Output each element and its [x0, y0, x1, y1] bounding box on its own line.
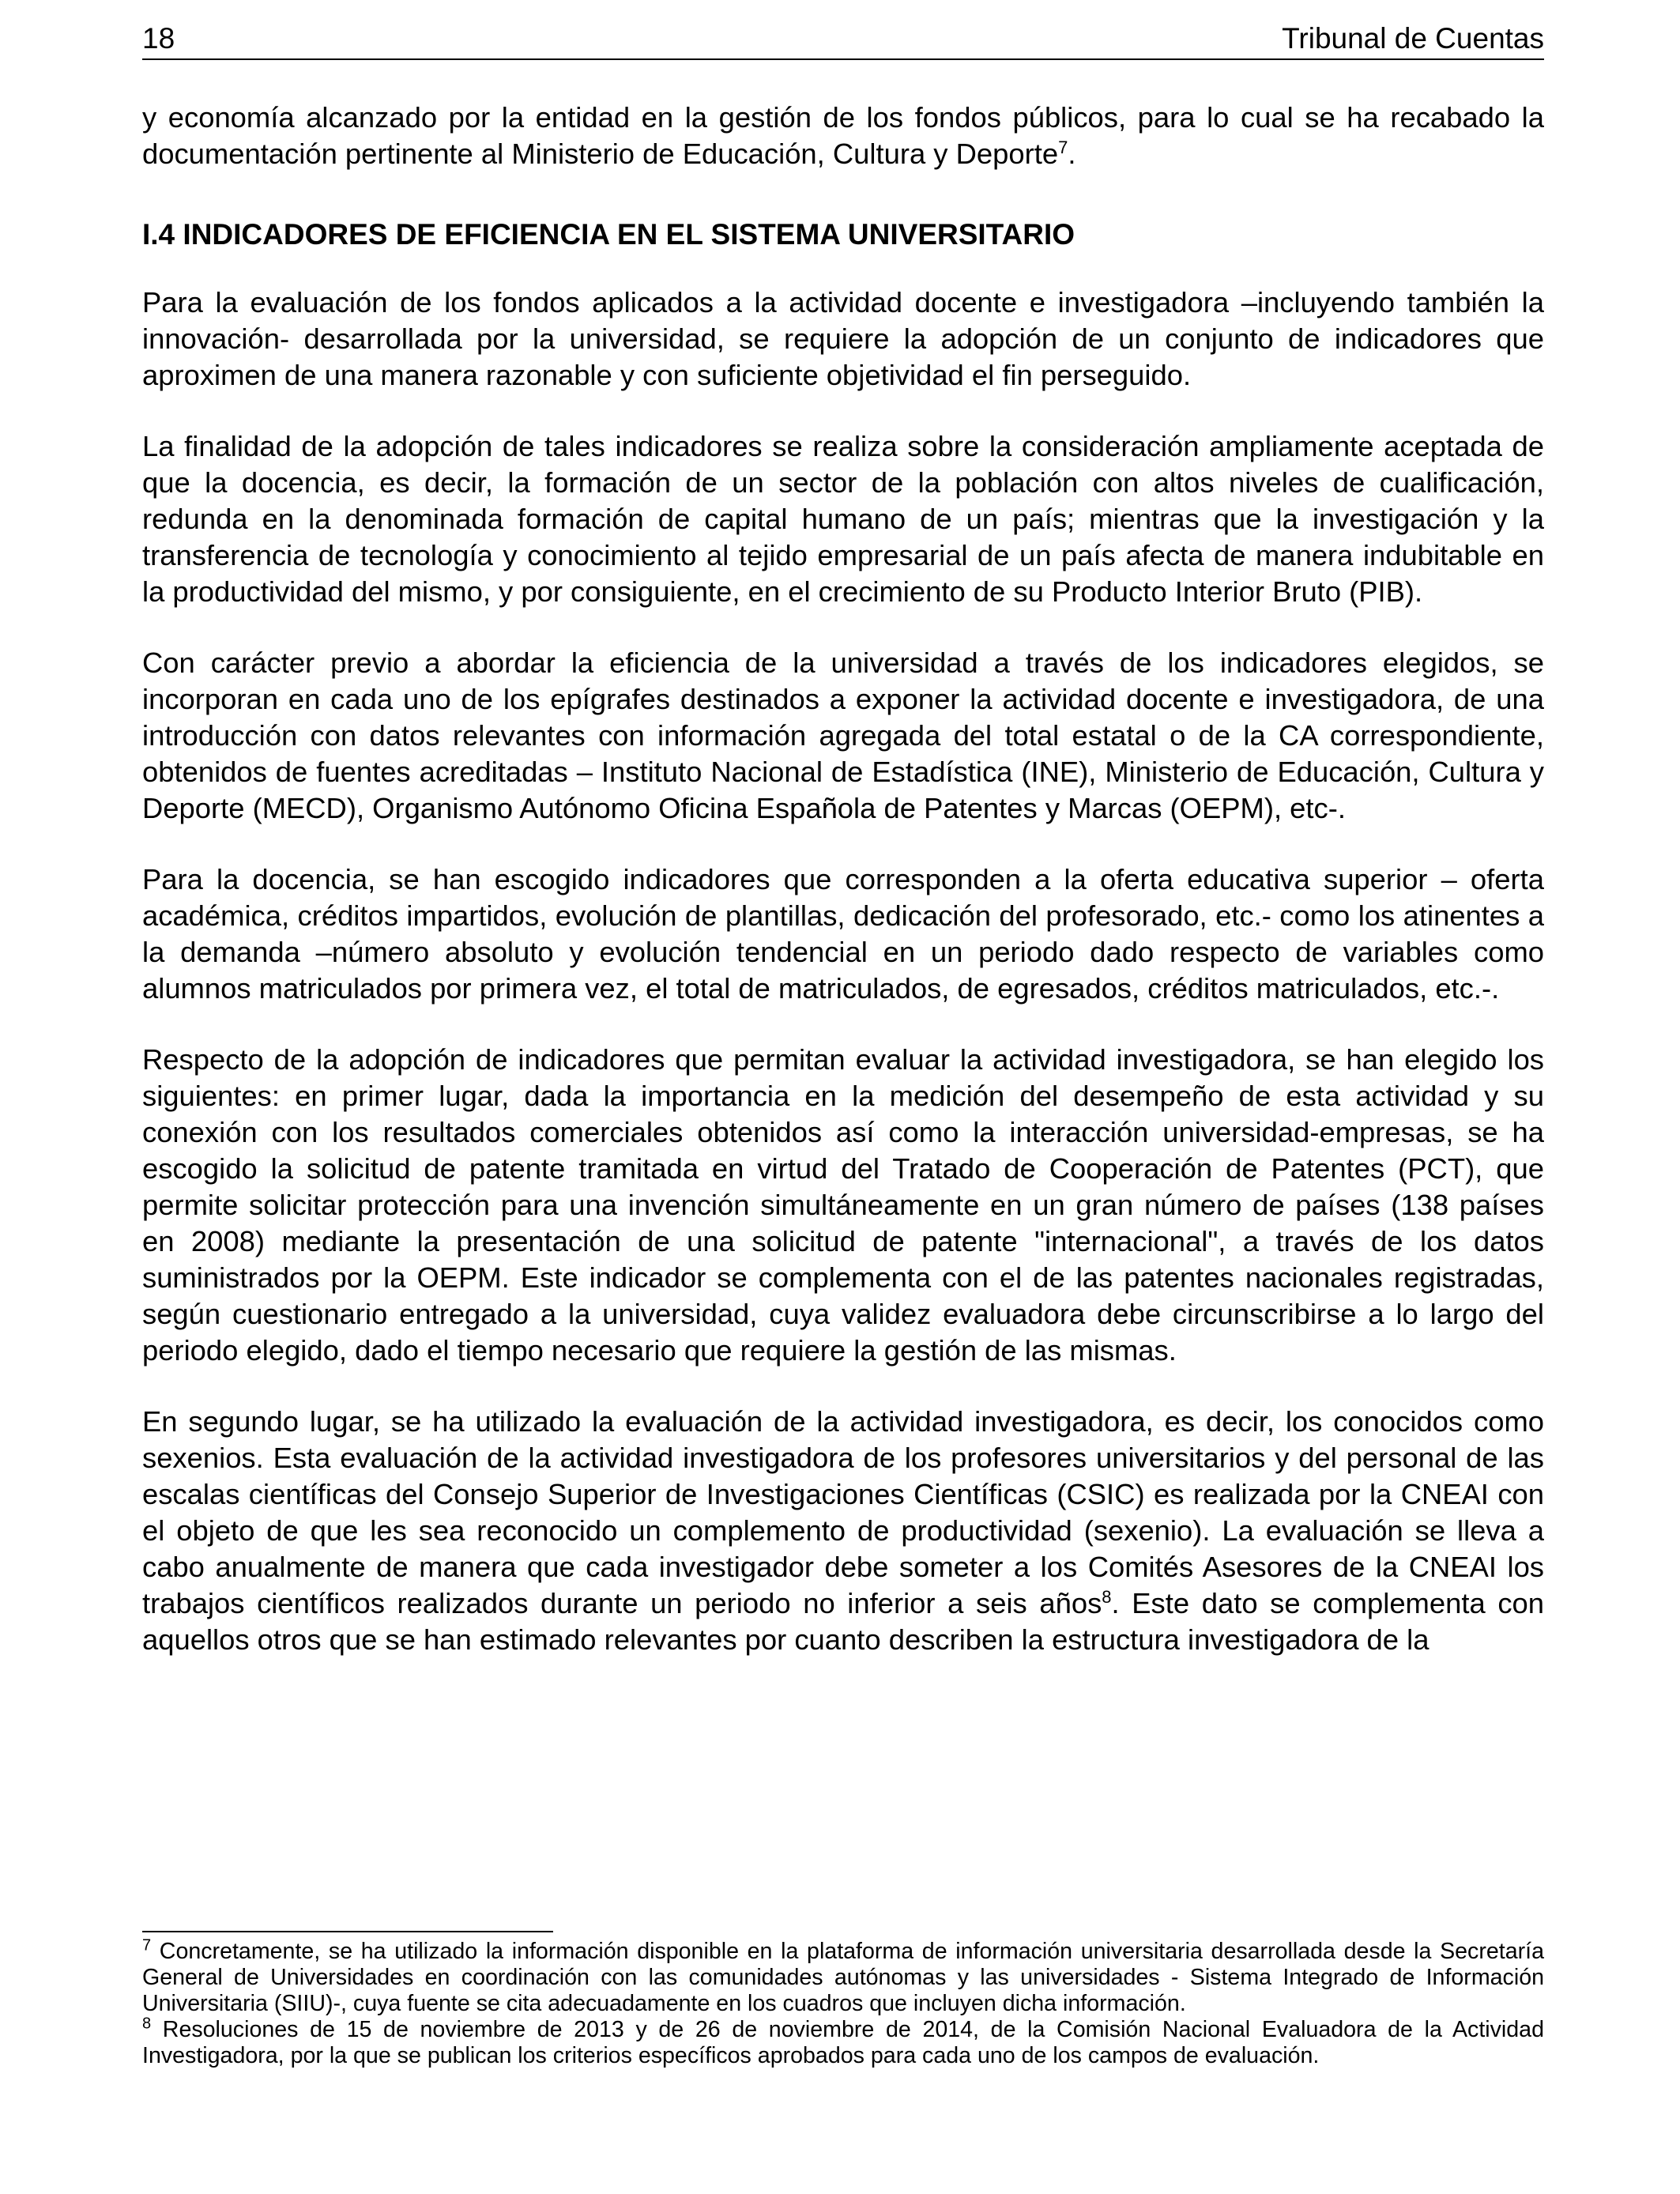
page-number: 18 — [142, 22, 175, 55]
paragraph-1: Para la evaluación de los fondos aplicados a la actividad docente e investigadora –incluyendo también la innovación- desarrollada por la universidad, se requiere la adopción de un conjunto de indicadores que aproximen de una manera razonable y con suficiente objetividad el fin perseguido. — [142, 286, 1544, 391]
intro-text: y economía alcanzado por la entidad en la gestión de los fondos públicos, para lo cual se ha recabado la documentación pertinente al Ministerio de Educación, Cultura y Deporte — [142, 101, 1544, 170]
paragraph-4: Para la docencia, se han escogido indicadores que corresponden a la oferta educativa superior – oferta académica, créditos impartidos, evolución de plantillas, dedicación del profesorado, etc.- como los atinentes a la demanda –número absoluto y evolución tendencial en un periodo dado respecto de variables como alumnos matriculados por primera vez, el total de matriculados, de egresados, créditos matriculados, etc.-. — [142, 863, 1544, 1005]
footnote-ref-7[interactable]: 7 — [1058, 137, 1068, 157]
footnote-7-mark: 7 — [142, 1936, 152, 1955]
footnote-7-text: Concretamente, se ha utilizado la información disponible en la plataforma de información universitaria desarrollada desde la Secretaría General de Universidades en coordinación con las comunidades autónomas y las universidades - Sistema Integrado de Información Universitaria (SIIU)-, cuya fuente se cita adecuadamente en los cuadros que incluyen dicha información. — [142, 1939, 1544, 2016]
footnote-separator — [142, 1931, 553, 1932]
footnote-8-text: Resoluciones de 15 de noviembre de 2013 y de 26 de noviembre de 2014, de la Comisión Nacional Evaluadora de la Actividad Investigadora, por la que se publican los criterios específicos aprobados para cada uno de los campos de evaluación. — [142, 2017, 1544, 2068]
page-header — [142, 19, 1544, 60]
running-title: Tribunal de Cuentas — [1282, 22, 1544, 55]
page-body — [142, 100, 1544, 1693]
paragraph-2: La finalidad de la adopción de tales indicadores se realiza sobre la consideración ampliamente aceptada de que la docencia, es decir, la formación de un sector de la población con altos niveles de cualificación, redunda en la denominada formación de capital humano de un país; mientras que la investigación y la transferencia de tecnología y conocimiento al tejido empresarial de un país afecta de manera indubitable en la productividad del mismo, y por consiguiente, en el crecimiento de su Producto Interior Bruto (PIB). — [142, 430, 1544, 608]
paragraph-6-text-a: En segundo lugar, se ha utilizado la evaluación de la actividad investigadora, es decir, los conocidos como sexenios. Esta evaluación de la actividad investigadora de los profesores universitarios y del personal de las escalas científicas del Consejo Superior de Investigaciones Científicas (CSIC) es realizada por la CNEAI con el objeto de que les sea reconocido un complemento de productividad (sexenio). La evaluación se lleva a cabo anualmente de manera que cada investigador debe someter a los Comités Asesores de la CNEAI los trabajos científicos realizados durante un periodo no inferior a seis años — [142, 1405, 1544, 1619]
paragraph-5: Respecto de la adopción de indicadores que permitan evaluar la actividad investigadora, se han elegido los siguientes: en primer lugar, dada la importancia en la medición del desempeño de esta actividad y su conexión con los resultados comerciales obtenidos así como la interacción universidad-empresas, se ha escogido la solicitud de patente tramitada en virtud del Tratado de Cooperación de Patentes (PCT), que permite solicitar protección para una invención simultáneamente en un gran número de países (138 países en 2008) mediante la presentación de una solicitud de patente "internacional", a través de los datos suministrados por la OEPM. Este indicador se complementa con el de las patentes nacionales registradas, según cuestionario entregado a la universidad, cuya validez evaluadora debe circunscribirse a lo largo del periodo elegido, dado el tiempo necesario que requiere la gestión de las mismas. — [142, 1043, 1544, 1367]
section-heading: I.4 INDICADORES DE EFICIENCIA EN EL SISTEMA UNIVERSITARIO — [142, 218, 1075, 251]
footnote-7 — [142, 1936, 1544, 2017]
footnotes — [142, 1936, 1544, 2069]
paragraph-3: Con carácter previo a abordar la eficiencia de la universidad a través de los indicadores elegidos, se incorporan en cada uno de los epígrafes destinados a exponer la actividad docente e investigadora, de una introducción con datos relevantes con información agregada del total estatal o de la CA correspondiente, obtenidos de fuentes acreditadas – Instituto Nacional de Estadística (INE), Ministerio de Educación, Cultura y Deporte (MECD), Organismo Autónomo Oficina Española de Patentes y Marcas (OEPM), etc-. — [142, 647, 1544, 824]
intro-end: . — [1068, 138, 1076, 170]
intro-paragraph — [142, 100, 1544, 172]
footnote-ref-8[interactable]: 8 — [1102, 1586, 1112, 1607]
paragraph-6-text-b: . Este dato se complementa con aquellos otros que se han estimado relevantes por cuanto describen la estructura investigadora de la — [142, 1587, 1544, 1656]
footnote-8 — [142, 2017, 1544, 2069]
paragraph-6 — [142, 1404, 1544, 1658]
footnote-8-mark: 8 — [142, 2015, 152, 2033]
